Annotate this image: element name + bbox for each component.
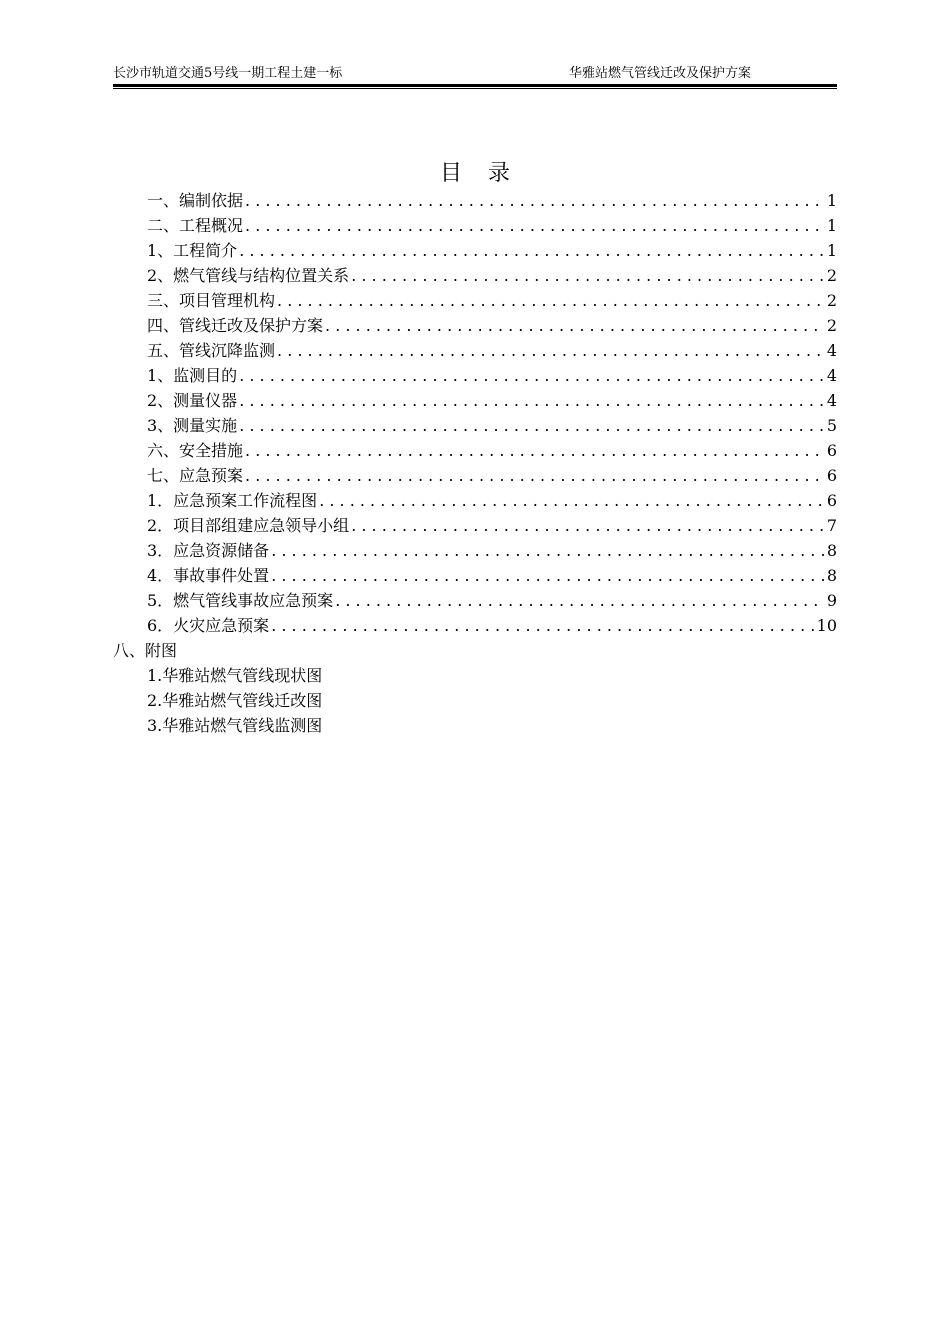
header-document-title: 华雅站燃气管线迁改及保护方案 bbox=[568, 66, 751, 81]
toc-entry-label: 5．燃气管线事故应急预案 bbox=[147, 591, 334, 610]
toc-leader-dots bbox=[245, 213, 825, 238]
toc-leader-dots bbox=[245, 188, 825, 213]
toc-leader-dots bbox=[335, 588, 825, 613]
toc-appendix-item[interactable] bbox=[147, 713, 837, 738]
header-rule-thick bbox=[113, 84, 837, 87]
toc-entry-page: 5 bbox=[826, 416, 837, 435]
toc-entry-label: 4．事故事件处置 bbox=[147, 566, 270, 585]
toc-leader-dots bbox=[239, 388, 825, 413]
toc-entry-page: 6 bbox=[826, 491, 837, 510]
toc-entry-label: 1.华雅站燃气管线现状图 bbox=[147, 666, 323, 685]
toc-leader-dots bbox=[277, 288, 825, 313]
toc-entry[interactable] bbox=[147, 338, 837, 363]
toc-entry-page: 1 bbox=[826, 241, 837, 260]
toc-leader-dots bbox=[239, 413, 825, 438]
toc-entry[interactable] bbox=[147, 238, 837, 263]
toc-entry-label: 2.华雅站燃气管线迁改图 bbox=[147, 691, 323, 710]
toc-entry-label: 四、管线迁改及保护方案 bbox=[147, 316, 324, 335]
toc-entry-page: 4 bbox=[826, 366, 837, 385]
toc-entry-page: 8 bbox=[826, 541, 837, 560]
toc-entry-page: 4 bbox=[826, 341, 837, 360]
toc-entry-page: 2 bbox=[826, 266, 837, 285]
toc-entry-label: 1、监测目的 bbox=[147, 366, 238, 385]
toc-entry-label: 3．应急资源储备 bbox=[147, 541, 270, 560]
toc-entry-page: 1 bbox=[826, 216, 837, 235]
toc-entry-page: 6 bbox=[826, 466, 837, 485]
toc-entry-label: 3、测量实施 bbox=[147, 416, 238, 435]
toc-leader-dots bbox=[319, 488, 825, 513]
toc-leader-dots bbox=[245, 463, 825, 488]
toc-entry-page: 8 bbox=[826, 566, 837, 585]
toc-entry-page: 1 bbox=[826, 191, 837, 210]
toc-entry-label: 一、编制依据 bbox=[147, 191, 244, 210]
toc-entry[interactable] bbox=[147, 463, 837, 488]
toc-leader-dots bbox=[239, 238, 825, 263]
toc-entry[interactable] bbox=[147, 513, 837, 538]
toc-entry[interactable] bbox=[147, 313, 837, 338]
toc-entry-label: 三、项目管理机构 bbox=[147, 291, 276, 310]
toc-entry-label: 1．应急预案工作流程图 bbox=[147, 491, 318, 510]
toc-entry[interactable] bbox=[147, 363, 837, 388]
toc-entry[interactable] bbox=[147, 213, 837, 238]
toc-appendix-item[interactable] bbox=[147, 688, 837, 713]
toc-entry[interactable] bbox=[147, 388, 837, 413]
header-project-name: 长沙市轨道交通5号线一期工程土建一标 bbox=[113, 66, 343, 81]
toc-entry-label: 八、附图 bbox=[113, 641, 178, 660]
toc-entry[interactable] bbox=[147, 188, 837, 213]
toc-entry-page: 6 bbox=[826, 441, 837, 460]
toc-entry-label: 3.华雅站燃气管线监测图 bbox=[147, 716, 323, 735]
toc-entry[interactable] bbox=[147, 613, 837, 638]
toc-leader-dots bbox=[325, 313, 825, 338]
header-rule-thin bbox=[113, 88, 837, 89]
toc-leader-dots bbox=[351, 263, 825, 288]
toc-entry[interactable] bbox=[147, 538, 837, 563]
toc-entry[interactable] bbox=[147, 563, 837, 588]
toc-entry-page: 4 bbox=[826, 391, 837, 410]
toc-entry-label: 七、应急预案 bbox=[147, 466, 244, 485]
toc-list bbox=[0, 188, 950, 738]
toc-entry-page: 2 bbox=[826, 291, 837, 310]
toc-entry[interactable] bbox=[147, 288, 837, 313]
toc-leader-dots bbox=[271, 538, 825, 563]
toc-entry[interactable] bbox=[147, 488, 837, 513]
toc-entry-page: 7 bbox=[826, 516, 837, 535]
toc-entry-page: 10 bbox=[816, 616, 837, 635]
toc-appendix-item[interactable] bbox=[147, 663, 837, 688]
toc-entry-label: 五、管线沉降监测 bbox=[147, 341, 276, 360]
toc-entry-label: 2、燃气管线与结构位置关系 bbox=[147, 266, 350, 285]
toc-entry[interactable] bbox=[147, 413, 837, 438]
toc-entry-label: 2．项目部组建应急领导小组 bbox=[147, 516, 350, 535]
toc-entry-label: 二、工程概况 bbox=[147, 216, 244, 235]
toc-leader-dots bbox=[271, 613, 814, 638]
toc-leader-dots bbox=[271, 563, 825, 588]
toc-leader-dots bbox=[351, 513, 825, 538]
toc-leader-dots bbox=[239, 363, 825, 388]
toc-entry-label: 2、测量仪器 bbox=[147, 391, 238, 410]
toc-entry-label: 6．火灾应急预案 bbox=[147, 616, 270, 635]
toc-title: 目录 bbox=[439, 161, 536, 186]
toc-leader-dots bbox=[277, 338, 825, 363]
toc-appendix-heading[interactable] bbox=[113, 638, 837, 663]
toc-leader-dots bbox=[245, 438, 825, 463]
toc-entry[interactable] bbox=[147, 438, 837, 463]
toc-entry[interactable] bbox=[147, 263, 837, 288]
toc-entry[interactable] bbox=[147, 588, 837, 613]
toc-entry-label: 六、安全措施 bbox=[147, 441, 244, 460]
toc-entry-label: 1、工程简介 bbox=[147, 241, 238, 260]
toc-entry-page: 9 bbox=[826, 591, 837, 610]
toc-entry-page: 2 bbox=[826, 316, 837, 335]
